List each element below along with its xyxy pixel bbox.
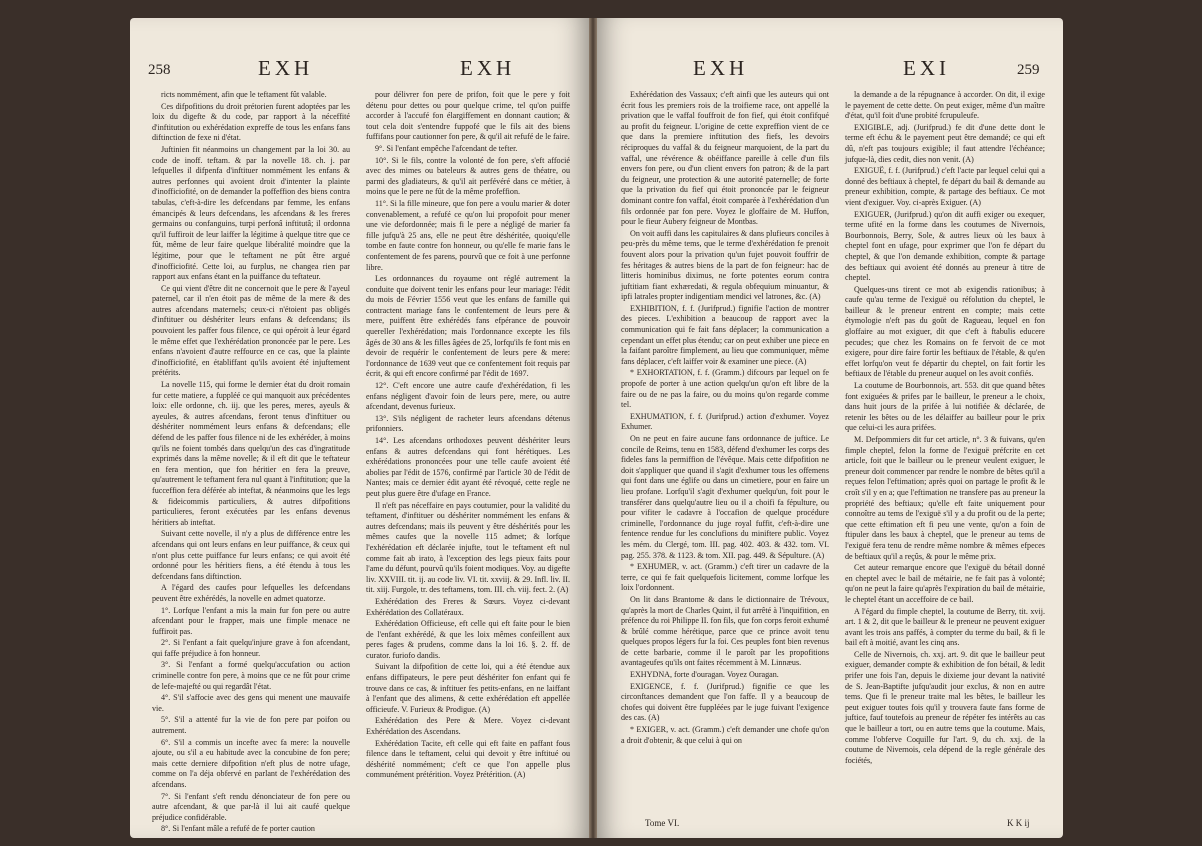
paragraph: On ne peut en faire aucune fans ordonnance de juftice. Le concile de Reims, tenu en 1583, défend d'exhumer les corps des fideles fans la permiffion de l'évêque. Mais cette difpofition ne doit s'appliquer que quand il s'agit d'exhumer tous les offemens qui font dans une églife ou dans un cimetiere, pour en faire un lieu profane. Lorfqu'il s'agit d'exhumer quelqu'un, foit pour le transférer dans quelqu'autre lieu ou il a choifi fa fépulture, ou pour vifiter le cadavre à l'occafion de quelque procédure criminelle, l'ordonnance du juge royal fuffit, c'eft-à-dire une fentence rendue fur les conclufions du miniftere public. Voyez les mém. du Clergé, tom. III. pag. 402. 403. & 432. tom. VI. pag. 255. 378. & 1123. & tom. XII. pag. 449. & Sépulture. (A) <box>621 434 829 560</box>
running-head: EXI <box>903 56 950 80</box>
paragraph: EXIGENCE, f. f. (Jurifprud.) fignifie ce que les circonftances demandent que l'on faffe. Il y a beaucoup de chofes qui doivent être fuppléées par le juge fuivant l'exigence des cas. (A) <box>621 681 829 723</box>
paragraph: Exhérédation des Vassaux; c'eft ainfi que les auteurs qui ont écrit fous les premiers rois de la troifieme race, ont appellé la privation que le vaffal fouffroit de fon fief, qui étoit confifqué au profit du feigneur. L'origine de cette expreffion vient de ce que dans la premiere inftitution des fiefs, les devoirs réciproques du vaffal & du feigneur marquoient, de la part du vaffal, une révérence & obéiffance pareille à celle d'un fils envers fon pere, ou d'un client envers fon patron; & de la part du feigneur, une protection & une autorité paternelle; de forte que la privation du fief qui étoit prononcée par le feigneur dominant contre fon vaffal, étoit comparée à l'exhérédation d'un fils ordonnée par fon pere. Voyez le gloffaire de M. Huffon, pour le fieur Aubery feigneur de Montbas. <box>621 90 829 227</box>
paragraph: La novelle 115, qui forme le dernier état du droit romain fur cette matiere, a fuppléé ce qui manquoit aux précédentes loix: elle ordonne, ch. iij. que les peres, meres, ayeuls & ayeules, & autres afcendans, feront tenus d'inftituer ou déshériter nommément leurs enfans & defcendans; elle défend de les paffer fous filence ni de les exhéréder, à moins qu'ils ne foient tombés dans quelqu'un des cas d'ingratitude exprimés dans la même novelle; & il eft dit que le teftateur en fera mention, que fon héritier en fera la preuve, qu'autrement le teftament fera nul quant à l'inftitution; que la fucceffion fera déférée ab inteftat, & néanmoins que les legs & fideicommis particuliers, & autres difpofitions particulieres, feront exécutées par les enfans devenus héritiers ab inteftat. <box>152 380 350 527</box>
paragraph: 9°. Si l'enfant empêche l'afcendant de tefter. <box>375 143 518 153</box>
paragraph: 1°. Lorfque l'enfant a mis la main fur fon pere ou autre afcendant pour le frapper, mais une fimple menace ne fuffiroit pas. <box>152 605 350 636</box>
paragraph: Il n'eft pas néceffaire en pays coutumier, pour la validité du teftament, d'inftituer ou déshériter nommément les enfans & autres defcendans; mais ils peuvent y être déshérités pour les mêmes caufes que la novelle 115 admet; & lorfque l'exhérédation eft déclarée injufte, tout le teftament eft nul comme fait ab irato, à l'exception des legs pieux faits pour l'ame du défunt, pourvû qu'ils foient modiques. Voy. au digefte liv. XXVIII. tit. ij. au code liv. VI. tit. xxviij. & 29. Infl. liv. II. tit. xiij. Furgole, tr. des teftamens, tom. III. ch. viij. fect. 2. (A) <box>366 500 570 595</box>
text-column-left-2 <box>366 90 570 824</box>
paragraph: 7°. Si l'enfant s'eft rendu dénonciateur de fon pere ou autre afcendant, & que par-là il lui ait caufé quelque préjudice confidérable. <box>152 791 350 822</box>
signature-mark: K K ij <box>1007 818 1030 828</box>
paragraph: M. Defpommiers dit fur cet article, n°. 3 & fuivans, qu'en fimple cheptel, felon la forme de l'exiguë préfcrite en cet article, foit que le bailleur ou le preneur veulent exiguer, le preneur doit commencer par rendre le nombre de bêtes qu'il a reçues felon l'eftimation; après quoi on partage le profit & le croît s'il y en a; que l'eftimation ne transfere pas au preneur la propriété des beftiaux; qu'elle eft faite uniquement pour connoître au tems de l'exiguë s'il y a du profit ou de la perte; que cette eftimation eft fi peu une vente, qu'on a foin de ftipuler dans les baux à cheptel, que le preneur au tems de l'exiguë fera tenu de rendre même nombre & mêmes efpeces de beftiaux qu'il a reçûs, & pour le même prix. <box>845 435 1045 561</box>
paragraph: EXHUMATION, f. f. (Jurifprud.) action d'exhumer. Voyez Exhumer. <box>621 411 829 432</box>
running-head: EXH <box>460 56 516 80</box>
text-column-left-1 <box>152 90 350 834</box>
page-number: 259 <box>1017 62 1040 78</box>
paragraph: 6°. S'il a commis un incefte avec fa mere: la nouvelle ajoute, ou s'il a eu habitude avec la concubine de fon pere; mais cette derniere difpofition n'eft plus de notre ufage, comme on l'a déja obfervé en parlant de l'exhérédation des afcendans. <box>152 737 350 789</box>
right-page-header <box>597 56 1063 78</box>
paragraph: Exhérédation Officieuse, eft celle qui eft faite pour le bien de l'enfant exhérédé, & que les loix mêmes confeillent aux peres fages & prudens, comme dans la loi 16. §. 2. ff. de curator. furiofo dandis. <box>366 619 570 660</box>
paragraph: Juftinien fit néanmoins un changement par la loi 30. au code de inoff. teftam. & par la novelle 18. ch. j. par lefquelles il difpenfa d'inftituer nommément les enfans & autres perfonnes qui avoient droit d'intenter la plainte d'inofficiofité, on de demander la poffeffion des biens contra tabulas, c'eft-à-dire les defcendans par femme, les enfans émancipés & leurs defcendans, les afcendans & les freres germains ou confanguins, turpi perfonâ inftitutâ; il ordonna qu'il fuffiroit de leur laiffer la légitime à quelque titre que ce fût, même de leur faire quelque libéralité moindre que la légitime, pour que le teftament ne pût être argué d'inofficiofité. Cette loi, au furplus, ne changea rien par rapport aux enfans étant en la puiffance du teftateur. <box>152 144 350 282</box>
paragraph: 3°. Si l'enfant a formé quelqu'accufation ou action criminelle contre fon pere, à moins que ce ne fût pour crime de lefe-majefté ou qui regardât l'état. <box>152 660 350 691</box>
paragraph: 13°. S'ils négligent de racheter leurs afcendans détenus prifonniers. <box>366 413 570 434</box>
paragraph: Ces difpofitions du droit prétorien furent adoptées par les loix du digefte & du code, par rapport à la néceffité d'inftitution ou exhérédation expreffe de tous les enfans fans diftinction de fexe ni d'état. <box>152 101 350 143</box>
paragraph: la demande a de la répugnance à accorder. On dit, il exige le payement de cette dette. On peut exiger, même d'un maître d'état, qu'il foit d'une probité fcrupuleufe. <box>845 90 1045 121</box>
paragraph: EXIGIBLE, adj. (Jurifprud.) fe dit d'une dette dont le terme eft échu & le payement peut être demandé; ce qui eft dû, n'eft pas toujours exigible; il faut attendre l'échéance; jufque-là, dies cedit, dies non venit. (A) <box>845 122 1045 164</box>
volume-signature: Tome VI. <box>645 818 680 828</box>
paragraph: Exhérédation des Pere & Mere. Voyez ci-devant Exhérédation des Ascendans. <box>366 716 570 737</box>
paragraph: 14°. Les afcendans orthodoxes peuvent déshériter leurs enfans & autres defcendans qui font hérétiques. Les exhérédations prononcées pour une telle caufe avoient été abolies par l'édit de 1576, confirmé par l'article 30 de l'édit de Nantes; mais ce dernier édit ayant été révoqué, cette regle ne peut plus guere être d'ufage en France. <box>366 436 570 498</box>
paragraph: Les ordonnances du royaume ont réglé autrement la conduite que doivent tenir les enfans pour leur mariage: l'édit du mois de Février 1556 veut que les enfans de famille qui contractent mariage fans le confentement de leurs pere & mere, puiffent être exhérédés fans efpérance de pouvoir quereller l'exhérédation; mais l'ordonnance excepte les fils âgés de 30 ans & les filles âgées de 25, lorfqu'ils fe font mis en devoir de requérir le confentement de leurs pere & mere: l'ordonnance de 1639 veut que ce confentement foit requis par écrit, & qui eft encore confirmé par l'édit de 1697. <box>366 274 570 379</box>
paragraph: 5°. S'il a attenté fur la vie de fon pere par poifon ou autrement. <box>152 715 350 736</box>
paragraph: EXIGUER, (Jurifprud.) qu'on dit auffi exiger ou exequer, terme ufité en la forme dans les coutumes de Nivernois, Bourbonnois, Berry, Sole, & autres lieux où les baux à cheptel font en ufage, pour exprimer que l'on fe départ du cheptel, & que l'on demande exhibition, compte & partage des beftiaux qui avoient été donnés au preneur à titre de cheptel. <box>845 209 1045 283</box>
page-number: 258 <box>148 62 171 78</box>
paragraph: * EXHUMER, v. act. (Gramm.) c'eft tirer un cadavre de la terre, ce qui fe fait quelquefois licitement, comme lorfque les loix l'ordonnent. <box>621 562 829 593</box>
paragraph: Quelques-uns tirent ce mot ab exigendis rationibus; à caufe qu'au terme de l'exiguë ou réfolution du cheptel, le bailleur & le preneur entrent en compte; mais cette étymologie n'eft pas du goût de Ragueau, lequel en fon gloffaire au mot exiguer, dit que c'eft à ftabulis educere pecudes; que chez les Romains on fe fervoit de ce mot exigere, pour dire faire fortir les beftiaux de l'étable, & qu'en effet lorfqu'on veut fe départir du cheptel, on fait fortir les beftiaux de l'étable du preneur auquel on les avoit confiés. <box>845 284 1045 379</box>
book-gutter <box>589 18 597 838</box>
left-page <box>130 18 589 838</box>
running-head: EXH <box>258 56 314 80</box>
paragraph: A l'égard du fimple cheptel, la coutume de Berry, tit. xvij. art. 1 & 2, dit que le bailleur & le preneur ne peuvent exiguer avant les trois ans paffés, à compter du terme du bail, & fi le bail eft à moitié, avant les cinq ans. <box>845 606 1045 648</box>
text-column-right-1 <box>621 90 829 824</box>
left-page-header <box>130 56 589 78</box>
paragraph: pour délivrer fon pere de prifon, foit que le pere y foit détenu pour dettes ou pour quelque crime, tel qu'on puiffe accorder à l'accufé fon élargiffement en donnant caution; & tout cela doit s'entendre fuppofé que le fils ait des biens fuffifans pour cautionner fon pere, & qu'il ait refufé de le faire. <box>366 90 570 142</box>
paragraph: A l'égard des caufes pour lefquelles les defcendans peuvent être exhérédés, la novelle en admet quatorze. <box>152 583 350 603</box>
paragraph: Suivant cette novelle, il n'y a plus de différence entre les afcendans qui ont leurs enfans en leur puiffance, & ceux qui n'ont plus cette puiffance fur leurs enfans; ce qui avoit été ordonné pour les héritiers fiens, a été étendu à tous les defcendans fans diftinction. <box>152 529 350 581</box>
paragraph: On lit dans Brantome & dans le dictionnaire de Trévoux, qu'après la mort de Charles Quint, il fut arrêté à l'inquifition, en préfence du roi Philippe II. fon fils, que fon corps feroit exhumé & brûlé comme hérétique, parce que ce prince avoit tenu quelques propos légers fur la foi. Ces peuples font bien revenus de cette barbarie, comme il le paroît par les propofitions avantageufes qu'ils ont faites récemment à M. Linnæus. <box>621 594 829 668</box>
paragraph: 8°. Si l'enfant mâle a refufé de fe porter caution <box>161 824 315 834</box>
paragraph: Exhérédation des Freres & Sœurs. Voyez ci-devant Exhérédation des Collatéraux. <box>366 596 570 617</box>
paragraph: Exhérédation Tacite, eft celle qui eft faite en paffant fous filence dans le teftament, celui qui devoit y être inftitué ou déshérité nommément; c'eft ce que l'on appelle plus communément prétérition. Voyez Prétérition. (A) <box>366 738 570 780</box>
paragraph: La coutume de Bourbonnois, art. 553. dit que quand bêtes font exiguées & prifes par le bailleur, le preneur a le choix, dans huit jours de la prifée à lui notifiée & déclarée, de retenir les bêtes ou de les délaiffer au bailleur pour le prix que celui-ci les aura prifées. <box>845 381 1045 433</box>
text-column-right-2 <box>845 90 1045 824</box>
paragraph: EXIGUË, f. f. (Jurifprud.) c'eft l'acte par lequel celui qui a donné des beftiaux à cheptel, fe départ du bail & demande au preneur exhibition, compte, & partage des beftiaux. Ce mot vient d'exiguer. Voy. ci-après Exiguer. (A) <box>845 166 1045 207</box>
paragraph: 2°. Si l'enfant a fait quelqu'injure grave à fon afcendant, qui faffe préjudice à fon honneur. <box>152 638 350 658</box>
paragraph: On voit auffi dans les capitulaires & dans plufieurs conciles à peu-près du même tems, que le terme d'exhérédation fe prenoit fouvent alors pour la privation qu'un fujet pouvoit fouffrir de fes héritages & autres biens de la part de fon feigneur: hac de litteris hominibus diximus, ne forte potentes eorum contra juftitiam fiant exhæredati, & regula obfequium minuantur, & ipfi latrales propter indigentiam mendici vel latrones, &c. (A) <box>621 228 829 302</box>
paragraph: 10°. Si le fils, contre la volonté de fon pere, s'eft affocié avec des mimes ou bateleurs & autres gens de théatre, ou parmi des gladiateurs, & qu'il ait perfévéré dans ce métier, à moins que le pere ne fût de la même profeffion. <box>366 155 570 197</box>
right-page <box>597 18 1063 838</box>
paragraph: Suivant la difpofition de cette loi, qui a été étendue aux enfans diffipateurs, le pere peut déshériter fon enfant qui fe trouve dans ce cas, & inftituer fes petits-enfans, en ne laiffant à l'enfant que des alimens, & cette exhérédation eft appellée officieufe. V. Furieux & Prodigue. (A) <box>366 662 570 714</box>
paragraph: Ce qui vient d'être dit ne concernoit que le pere & l'ayeul paternel, car il n'en étoit pas de même de la mere & des autres afcendans maternels; ceux-ci n'étoient pas obligés d'inftituer ou déshériter leurs enfans & defcendans; ils pouvoient les paffer fous filence, ce qui opéroit à leur égard le même effet que l'exhérédation prononcée par le pere. Les enfans n'avoient d'autre reffource en ce cas, que la plainte d'inofficiofité, en établiffant qu'ils avoient été injuftement prétérits. <box>152 283 350 378</box>
paragraph: EXHYDNA, forte d'ouragan. Voyez Ouragan. <box>630 670 779 680</box>
paragraph: EXHIBITION, f. f. (Jurifprud.) fignifie l'action de montrer des pieces. L'exhibition a beaucoup de rapport avec la communication qui fe fait fans déplacer; la communication a cependant un effet plus étendu; car on peut exhiber une piece en la faifant paroître fimplement, au lieu que communiquer, même fans déplacer, c'eft laiffer voir & examiner une piece. (A) <box>621 303 829 366</box>
paragraph: 11°. Si la fille mineure, que fon pere a voulu marier & doter convenablement, a refufé ce qu'on lui propofoit pour mener une vie defordonnée; mais fi le pere a négligé de marier fa fille jufqu'à 25 ans, elle ne peut être déshéritée, quoiqu'elle tombe en faute contre fon honneur, ou qu'elle fe marie fans le confentement de fes parens, pourvû que ce foit à une perfonne libre. <box>366 198 570 272</box>
paragraph: Cet auteur remarque encore que l'exiguë du bétail donné en cheptel avec le bail de métairie, ne fe fait pas à volonté; qu'on ne peut la faire qu'après l'expiration du bail de métairie, le cheptel étant un acceffoire de ce bail. <box>845 563 1045 604</box>
paragraph: Celle de Nivernois, ch. xxj. art. 9. dit que le bailleur peut exiguer, demander compte & exhibition de fon bétail, & ledit prifer une fois l'an, depuis le dixieme jour devant la nativité de S. Jean-Baptifte jufqu'audit jour exclus, & non en autre tems. Que fi le preneur traite mal les bêtes, le bailleur les peut exiguer toutes fois qu'il y trouvera faute fans forme de juftice, fauf toutefois au preneur de répéter fes intérêts au cas que le bailleur a tort, ou en autre tems que la coutume. Mais, comme l'obferve Coquille fur l'art. 9, du ch. xxj. de la coutume de Nivernois, cela dépend de la regle générale des fociétés, <box>845 649 1045 765</box>
paragraph: 4°. S'il s'affocie avec des gens qui menent une mauvaife vie. <box>152 693 350 713</box>
paragraph: * EXIGER, v. act. (Gramm.) c'eft demander une chofe qu'on a droit d'obtenir, & que celui à qui on <box>621 725 829 745</box>
paragraph: * EXHORTATION, f. f. (Gramm.) difcours par lequel on fe propofe de porter à une action quelqu'un qu'on eft libre de la faire ou de ne pas la faire, ou du moins qu'on regarde comme tel. <box>621 368 829 410</box>
paragraph: ricts nommément, afin que le teftament fût valable. <box>161 90 327 99</box>
running-head: EXH <box>693 56 749 80</box>
paragraph: 12°. C'eft encore une autre caufe d'exhérédation, fi les enfans négligent d'avoir foin de leurs pere, mere, ou autre afcendant, devenus furieux. <box>366 381 570 412</box>
